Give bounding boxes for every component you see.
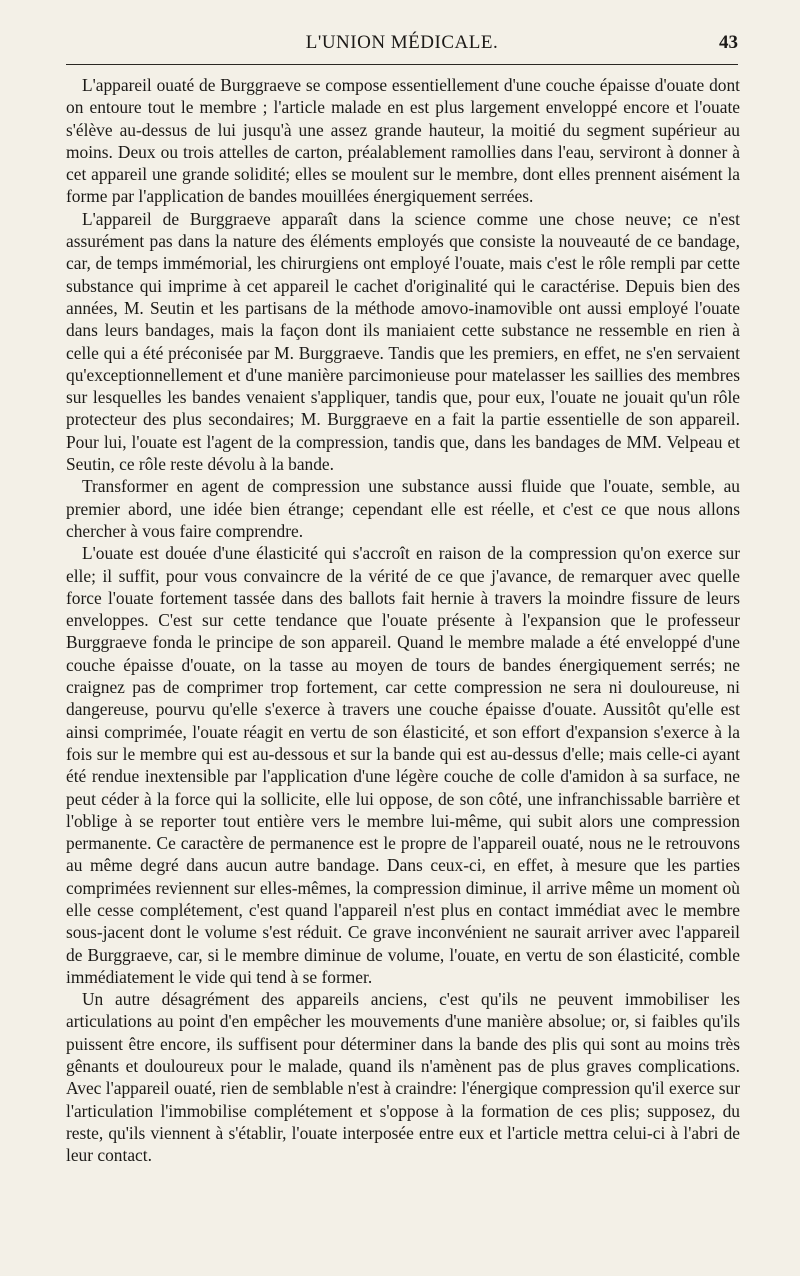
paragraph: L'ouate est douée d'une élasticité qui s'accroît en raison de la compression qu'on exerce sur elle; il suffit, pour vous convaincre de la vérité de ce que j'avance, de remarquer avec quelle force l'ouate fortement tassée dans des ballots fait hernie à travers la moindre fissure de leurs enveloppes. C'est sur cette tendance que l'ouate présente à l'expansion que le professeur Burggraeve fonda le principe de son appareil. Quand le membre malade a été enveloppé d'une couche épaisse d'ouate, on la tasse au moyen de tours de bandes énergiquement serrés; ne craignez pas de comprimer trop fortement, car cette compression ne sera ni douloureuse, ni dangereuse, pourvu qu'elle s'exerce à travers une couche épaisse d'ouate. Aussitôt qu'elle est ainsi comprimée, l'ouate réagit en vertu de son élasticité, et son effort d'expansion s'exerce à la fois sur le membre qui est au-dessous et sur la bande qui est au-dessus d'elle; mais celle-ci ayant été rendue inextensible par l'application d'une légère couche de colle d'amidon à sa surface, ne peut céder à la force qui la sollicite, elle lui oppose, de son côté, une infranchissable barrière et l'oblige à se reporter tout entière vers le membre lui-même, qui subit alors une compression permanente. Ce caractère de permanence est le propre de l'appareil ouaté, nous ne le retrouvons au même degré dans aucun autre bandage. Dans ceux-ci, en effet, à mesure que les parties comprimées reviennent sur elles-mêmes, la compression diminue, il arrive même un moment où elle cesse complétement, c'est quand l'appareil n'est plus en contact immédiat avec le membre sous-jacent dont le volume s'est réduit. Ce grave inconvénient ne saurait arriver avec l'appareil de Burggraeve, car, si le membre diminue de volume, l'ouate, en vertu de son élasticité, comble immédiatement le vide qui tend à se former.: [66, 543, 740, 987]
page-header: [66, 32, 738, 60]
paragraph: L'appareil de Burggraeve apparaît dans la science comme une chose neuve; ce n'est assurément pas dans la nature des éléments employés que consiste la nouveauté de ce bandage, car, de temps immémorial, les chirurgiens ont employé l'ouate, mais c'est le rôle rempli par cette substance qui imprime à cet appareil le cachet d'originalité qui le caractérise. Depuis bien des années, M. Seutin et les partisans de la méthode amovo-inamovible ont aussi employé l'ouate dans leurs bandages, mais la façon dont ils maniaient cette substance ne ressemble en rien à celle qui a été préconisée par M. Burggraeve. Tandis que les premiers, en effet, ne s'en servaient qu'exceptionnellement et d'une manière parcimonieuse pour matelasser les saillies des membres sur lesquelles les bandes venaient s'appliquer, tandis que, pour eux, l'ouate ne jouait qu'un rôle protecteur des plus secondaires; M. Burggraeve en a fait la partie essentielle de son appareil. Pour lui, l'ouate est l'agent de la compression, tandis que, dans les bandages de MM. Velpeau et Seutin, ce rôle reste dévolu à la bande.: [66, 208, 740, 475]
running-title: L'UNION MÉDICALE.: [305, 32, 499, 53]
paragraph: Transformer en agent de compression une substance aussi fluide que l'ouate, semble, au premier abord, une idée bien étrange; cependant elle est réelle, et c'est ce que nous allons chercher à vous faire comprendre.: [66, 476, 740, 541]
paragraph: L'appareil ouaté de Burggraeve se compose essentiellement d'une couche épaisse d'ouate dont on entoure tout le membre ; l'article malade en est plus largement enveloppé encore et l'ouate s'élève au-dessus de lui jusqu'à une assez grande hauteur, la moitié du segment supérieur au moins. Deux ou trois attelles de carton, préalablement ramollies dans l'eau, serviront à donner à cet appareil une grande solidité; elles se moulent sur le membre, dont elles prennent aisément la forme par l'application de bandes mouillées énergiquement serrées.: [66, 75, 740, 207]
body-text: [66, 74, 740, 1167]
paragraph: Un autre désagrément des appareils anciens, c'est qu'ils ne peuvent immobiliser les articulations au point d'en empêcher les mouvements d'une manière absolue; or, si faibles qu'ils puissent être encore, ils suffisent pour déterminer dans la bande des plis qui sont au moins très gênants et douloureux pour le malade, quand ils n'amènent pas de plus graves complications. Avec l'appareil ouaté, rien de semblable n'est à craindre: l'énergique compression qu'il exerce sur l'articulation l'immobilise complétement et s'oppose à la formation de ces plis; supposez, du reste, qu'ils viennent à s'établir, l'ouate interposée entre eux et l'article mettra celui-ci à l'abri de leur contact.: [66, 989, 740, 1166]
page-number: 43: [719, 32, 738, 53]
header-rule: [66, 64, 738, 65]
